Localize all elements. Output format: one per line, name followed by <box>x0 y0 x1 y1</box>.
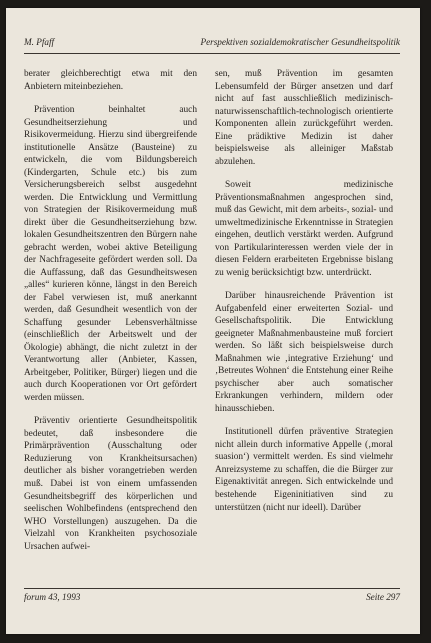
paragraph: Prävention beinhaltet auch Gesundheitserziehung und Risikovermeidung. Hierzu sind übergreifende institutionelle Ansätze (Bausteine) zu entwickeln, die vom Bildungsbereich (Kindergarten, Schule etc.) bis zum Versicherungsbereich selbst ausgedehnt werden. Die Entwicklung und Vermittlung von Strategien der Risikovermeidung muß direkt über die Gesundheitserziehung bzw. lokalen Gesundheitszentren den Bürgern nahe gebracht werden, wobei aktive Beteiligung der Nachfrageseite gefördert werden soll. Da die Auffassung, daß das Gesundheitswesen „alles“ kurieren könne, längst in den Bereich der Fabel verwiesen ist, muß anerkannt werden, daß Gesundheit wesentlich von der Schaffung gesunder Lebensverhältnisse (einschließlich der Arbeitswelt und der Ökologie) abhängt, die nicht zuletzt in der Verantwortung aller (Anbieter, Kassen, Arbeitgeber, Politiker, Bürger) liegen und die auch durch Kooperationen vor Ort gefördert werden müssen. <box>24 105 197 403</box>
right-text-column <box>215 68 393 525</box>
journal-page <box>6 8 420 634</box>
paragraph: Soweit medizinische Präventionsmaßnahmen angesprochen sind, muß das Gewicht, mit dem arbeits-, sozial- und umweltmedizinische Erkenntnisse in Strategien eingehen, deutlich verstärkt werden. Aufgrund von Partikularinteressen werden viele der in diesen Feldern erarbeiteten Ergebnisse bislang zu wenig berücksichtigt bzw. unterdrückt. <box>215 180 393 278</box>
header-author: M. Pfaff <box>24 37 55 47</box>
paragraph: berater gleichberechtigt etwa mit den Anbietern miteinbeziehen. <box>24 69 197 92</box>
footer-issue: forum 43, 1993 <box>24 592 81 602</box>
left-text-column <box>24 68 197 564</box>
paragraph: Institutionell dürfen präventive Strategien nicht allein durch informative Appelle (‚moral suasion‘) vermittelt werden. Es sind vielmehr Anreizsysteme zu schaffen, die die Bürger zur Eigenaktivität anregen. Sich entwickelnde und bestehende Eigeninitiativen sind zu unterstützen (nicht nur ideell). Darüber <box>215 427 393 513</box>
header-rule <box>24 53 400 54</box>
header-section-title: Perspektiven sozialdemokratischer Gesundheitspolitik <box>200 37 400 47</box>
page-number: Seite 297 <box>366 592 400 602</box>
paragraph: Präventiv orientierte Gesundheitspolitik bedeutet, daß insbesondere die Primärprävention (Ausschaltung oder Reduzierung von Krankheitsursachen) deutlicher als bisher vorangetrieben werden muß. Dabei ist von einem umfassenden Gesundheitsbegriff des körperlichen und seelischen Wohlbefindens (entsprechend den WHO Vorstellungen) auszugehen. Da die Vielzahl von Krankheiten psychosoziale Ursachen aufwei- <box>24 416 197 552</box>
running-footer <box>24 592 400 602</box>
paragraph: Darüber hinausreichende Prävention ist Aufgabenfeld einer erweiterten Sozial- und Gesellschaftspolitik. Die Entwicklung geeigneter Maßnahmenbausteine muß forciert werden. So läßt sich beispielsweise durch Maßnahmen wie ‚integrative Erziehung‘ und ‚Betreutes Wohnen‘ die Entstehung einer Reihe psychischer aber auch somatischer Erkrankungen verhindern, mildern oder hinausschieben. <box>215 291 393 414</box>
footer-rule <box>24 588 400 589</box>
paragraph: sen, muß Prävention im gesamten Lebensumfeld der Bürger ansetzen und darf nicht auf fast ausschließlich medizinisch-naturwissenschaftlich-technologisch orientierte Komponenten allein zurückgeführt werden. Eine prädiktive Medizin ist daher beispielsweise als alleiniger Maßstab abzulehen. <box>215 69 393 167</box>
running-header <box>24 37 400 47</box>
